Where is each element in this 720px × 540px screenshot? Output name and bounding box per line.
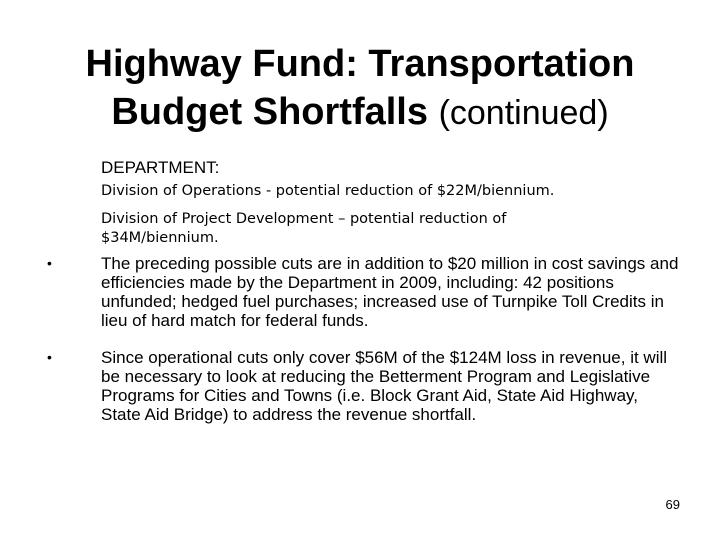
- bullet-text: Since operational cuts only cover $56M of the $124M loss in revenue, it will be necessary to look at reducing the Betterment Program and Legislative Programs for Cities and Towns (i.e. Block Grant Aid, State Aid Highway, State Aid Bridge) to address the revenue shortfall.: [101, 348, 668, 424]
- title-line-2-suffix: (continued): [438, 94, 609, 132]
- title-line-2: [40, 88, 680, 137]
- bullet-marker: •: [47, 349, 52, 365]
- department-heading: DEPARTMENT:: [101, 158, 220, 177]
- title-line-2-bold: Budget Shortfalls: [111, 91, 428, 133]
- page-number: 69: [665, 497, 680, 512]
- title-line-1: Highway Fund: Transportation: [85, 43, 635, 85]
- department-item-operations: Division of Operations - potential reduction of $22M/biennium.: [101, 183, 555, 199]
- department-item-project-development: Division of Project Development – potential reduction of $34M/biennium.: [101, 211, 507, 246]
- bullet-marker: •: [47, 255, 52, 271]
- bullet-text: The preceding possible cuts are in addition to $20 million in cost savings and efficiencies made by the Department in 2009, including: 42 positions unfunded; hedged fuel purchases; increased use of Turnpike Toll Credits in lieu of hard match for federal funds.: [101, 254, 679, 330]
- slide-title: [40, 40, 680, 137]
